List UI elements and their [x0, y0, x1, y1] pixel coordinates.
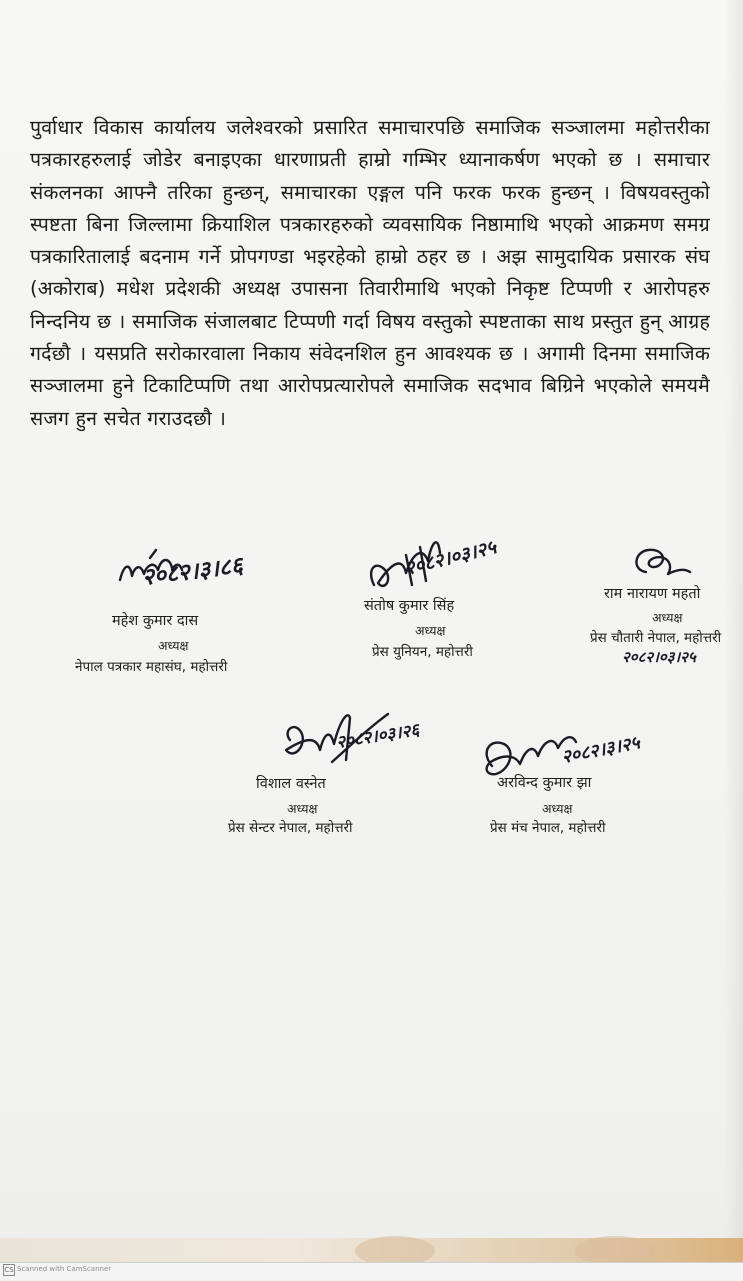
signatory-name: विशाल वस्नेत: [256, 776, 326, 792]
signatory-name: राम नारायण महतो: [604, 586, 701, 602]
signature-scribble-icon: [628, 542, 698, 587]
signatory-role: अध्यक्ष: [287, 801, 318, 816]
signatory-role: अध्यक्ष: [415, 623, 446, 638]
signatory-name: महेश कुमार दास: [112, 613, 199, 629]
signature-date: २०८२।३।८६: [140, 552, 245, 592]
signatory-role: अध्यक्ष: [158, 638, 189, 653]
scanner-watermark-text: Scanned with CamScanner: [17, 1265, 112, 1273]
signatory-organization: प्रेस युनियन, महोत्तरी: [372, 644, 473, 660]
signature-date: २०८२।३।२५: [559, 732, 642, 769]
signatory-organization: नेपाल पत्रकार महासंघ, महोत्तरी: [75, 659, 228, 675]
paper-shadow: [725, 0, 743, 1262]
scanner-footer-bar: [0, 1262, 743, 1281]
signatory-organization: प्रेस चौतारी नेपाल, महोत्तरी: [590, 630, 722, 646]
signatory-role: अध्यक्ष: [652, 610, 683, 625]
signature-date: २०८२।०३।२५: [402, 536, 499, 581]
camscanner-logo-icon: CS: [4, 1266, 14, 1274]
signatory-name: संतोष कुमार सिंह: [364, 598, 455, 614]
signatory-role: अध्यक्ष: [542, 801, 573, 816]
signatory-organization: प्रेस सेन्टर नेपाल, महोत्तरी: [228, 820, 353, 836]
letter-body-text: पुर्वाधार विकास कार्यालय जलेश्वरको प्रसारित समाचारपछि समाजिक सञ्जालमा महोत्तरीका पत्रकारहरुलाई जोडेर बनाइएका धारणाप्रती हाम्रो गम्भिर ध्यानाकर्षण भएको छ । समाचार संकलनका आफ्नै तरिका हुन्छन्, समाचारका एङ्गल पनि फरक फरक हुन्छन् । विषयवस्तुको स्पष्टता बिना जिल्लामा क्रियाशिल पत्रकारहरुको व्यवसायिक निष्ठामाथि भएको आक्रमण समग्र पत्रकारितालाई बदनाम गर्ने प्रोपगण्डा भइरहेको हाम्रो ठहर छ । अझ सामुदायिक प्रसारक संघ (अकोराब) मधेश प्रदेशकी अध्यक्ष उपासना तिवारीमाथि भएको निकृष्ट टिप्पणी र आरोपहरु निन्दनिय छ । समाजिक संजालबाट टिप्पणी गर्दा विषय वस्तुको स्पष्टताका साथ प्रस्तुत हुन् आग्रह गर्दछौ । यसप्रति सरोकारवाला निकाय संवेदनशिल हुन आवश्यक छ । अगामी दिनमा समाजिक सञ्जालमा हुने टिकाटिप्पणि तथा आरोपप्रत्यारोपले समाजिक सदभाव बिग्रिने भएकोले समयमै सजग हुन सचेत गराउदछौ ।: [30, 116, 710, 430]
signature-date: २०८२।०३।२६: [334, 720, 421, 753]
signatory-organization: प्रेस मंच नेपाल, महोत्तरी: [490, 820, 606, 836]
signature-date: २०८२।०३।२५: [622, 648, 696, 666]
signatory-name: अरविन्द कुमार झा: [497, 775, 592, 791]
